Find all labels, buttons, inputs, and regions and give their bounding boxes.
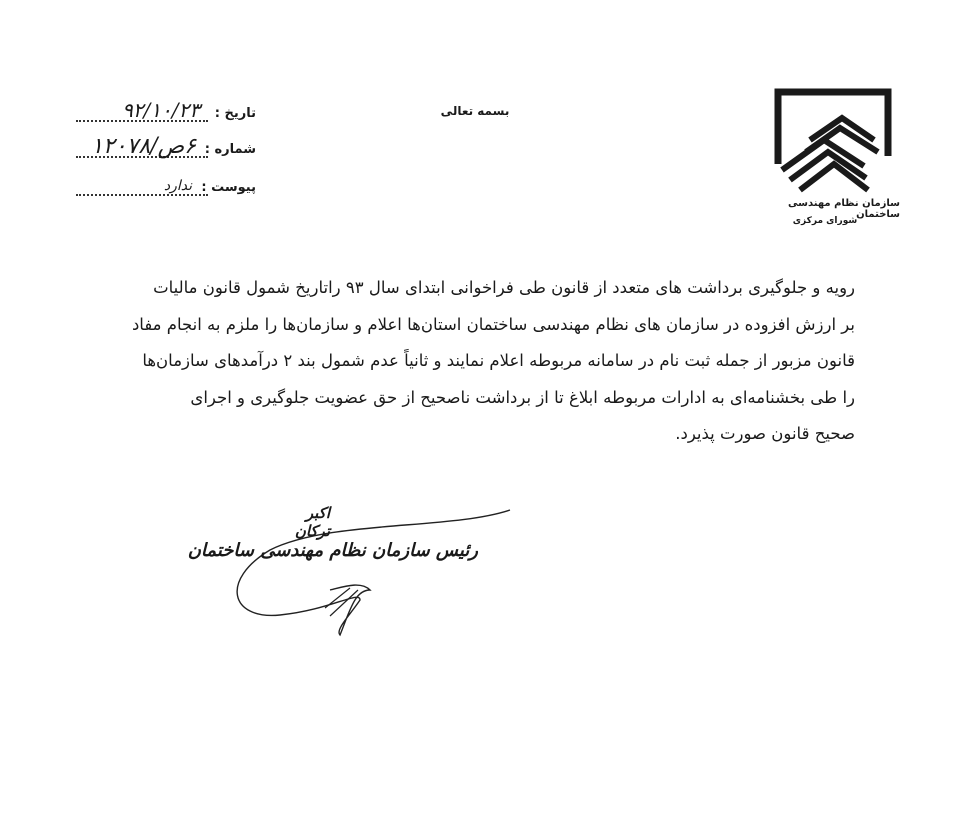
signature-title: رئیس سازمان نظام مهندسی ساختمان (187, 540, 478, 561)
body-line: بر ارزش افزوده در سازمان های نظام مهندسی ساختمان استان‌ها اعلام و سازمان‌ها را ملزم به انجام مفاد (131, 314, 855, 334)
letter-body (120, 270, 855, 453)
body-line: رویه و جلوگیری برداشت های متعدد از قانون طی فراخوانی ابتدای سال ۹۳ راتاریخ شمول قانون مالیات (153, 278, 855, 297)
signature-scribble (210, 490, 540, 640)
date-label: تاریخ : (214, 106, 256, 121)
number-value: ۶ص/۱۲۰۷۸ (91, 134, 196, 159)
number-row (76, 134, 256, 164)
attachment-value: ندارد (163, 178, 192, 194)
signature-name: اکبر ترکان (294, 504, 330, 540)
attachment-dotted-line (76, 194, 208, 196)
date-row (76, 98, 256, 128)
organization-logo (770, 86, 900, 196)
number-label: شماره : (204, 142, 256, 157)
attachment-label: پیوست : (201, 180, 256, 195)
bismillah-heading: بسمه تعالی (440, 104, 510, 118)
body-line: را طی بخشنامه‌ای به ادارات مربوطه ابلاغ تا از برداشت ناصحیح از حق عضویت جلوگیری و اجرای (190, 387, 855, 407)
organization-subtitle: شورای مرکزی (792, 216, 858, 226)
organization-name: سازمان نظام مهندسی ساختمان (788, 198, 900, 220)
date-value: ۹۲/۱۰/۲۳ (122, 98, 200, 122)
body-line: صحیح قانون صورت پذیرد. (675, 424, 855, 443)
body-line: قانون مزبور از جمله ثبت نام در سامانه مربوطه اعلام نمایند و ثانیاً عدم شمول بند ۲ درآمدهای سازمان‌ها (142, 351, 855, 370)
attachment-row (76, 178, 256, 202)
